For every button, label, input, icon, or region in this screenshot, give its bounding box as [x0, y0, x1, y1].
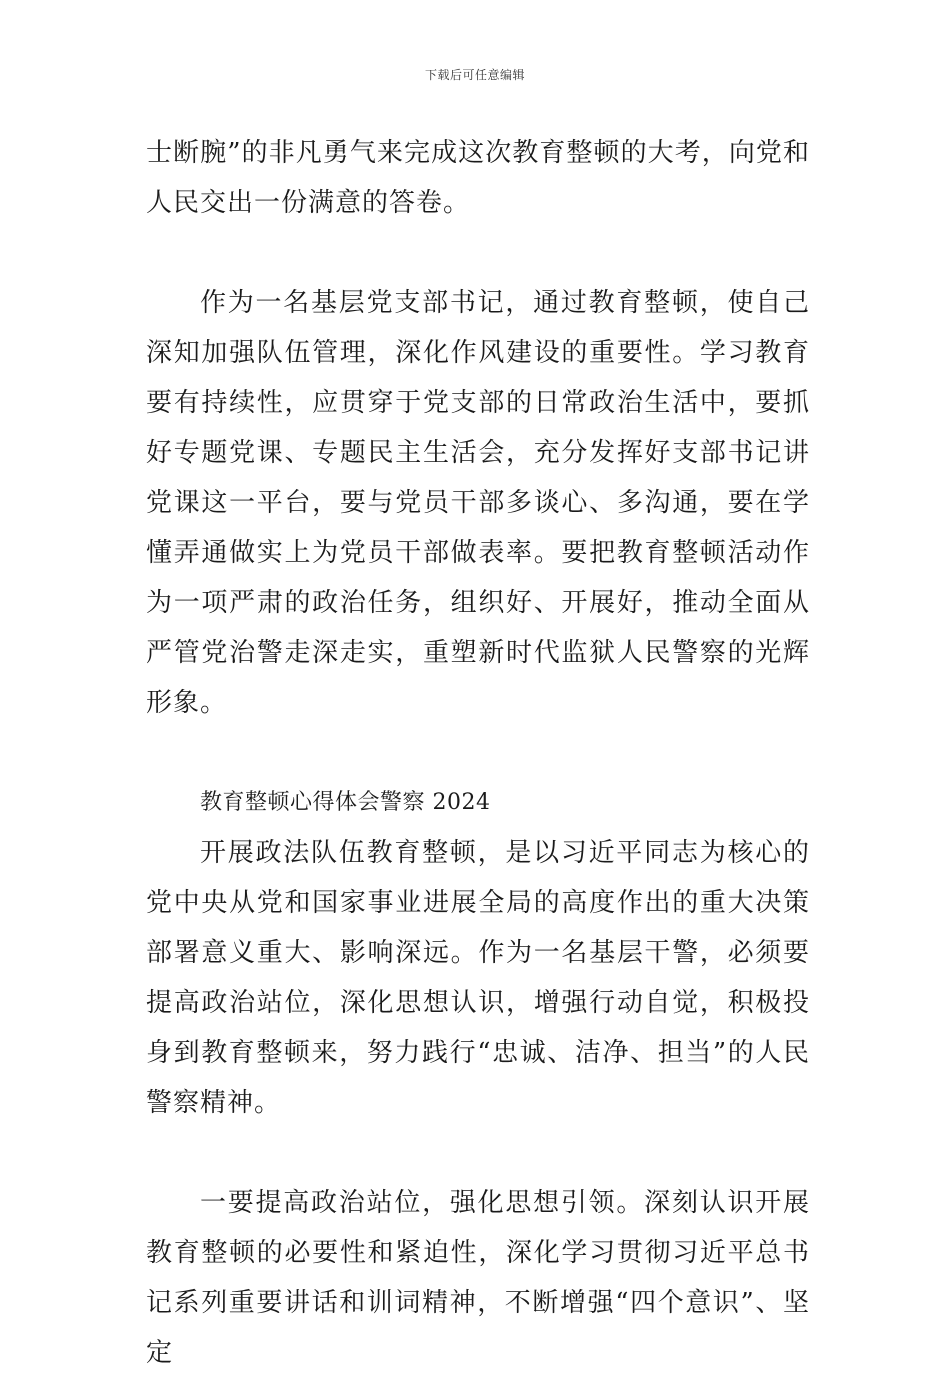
- paragraph-party-secretary: 作为一名基层党支部书记，通过教育整顿，使自己深知加强队伍管理，深化作风建设的重要性。学习教育要有持续性，应贯穿于党支部的日常政治生活中，要抓好专题党课、专题民主生活会，充分发挥好支部书记讲党课这一平台，要与党员干部多谈心、多沟通，要在学懂弄通做实上为党员干部做表率。要把教育整顿活动作为一项严肃的政治任务，组织好、开展好，推动全面从严管党治警走深走实，重塑新时代监狱人民警察的光辉形象。: [146, 288, 810, 718]
- paragraph-political-stance: 一要提高政治站位，强化思想引领。深刻认识开展教育整顿的必要性和紧迫性，深化学习贯彻习近平总书记系列重要讲话和训词精神，不断增强“四个意识”、坚定: [146, 1188, 810, 1368]
- paragraph-gap: [146, 728, 810, 778]
- paragraph-continuation: 士断腕”的非凡勇气来完成这次教育整顿的大考，向党和人民交出一份满意的答卷。: [146, 138, 810, 218]
- document-body: [146, 128, 810, 1378]
- section-title: 教育整顿心得体会警察 2024: [200, 790, 491, 815]
- paragraph-education-rectification: 开展政法队伍教育整顿，是以习近平同志为核心的党中央从党和国家事业进展全局的高度作出的重大决策部署意义重大、影响深远。作为一名基层干警，必须要提高政治站位，深化思想认识，增强行动自觉，积极投身到教育整顿来，努力践行“忠诚、洁净、担当”的人民警察精神。: [146, 838, 810, 1118]
- header-note: 下载后可任意编辑: [424, 68, 525, 82]
- paragraph-gap: [146, 1128, 810, 1178]
- paragraph-gap: [146, 228, 810, 278]
